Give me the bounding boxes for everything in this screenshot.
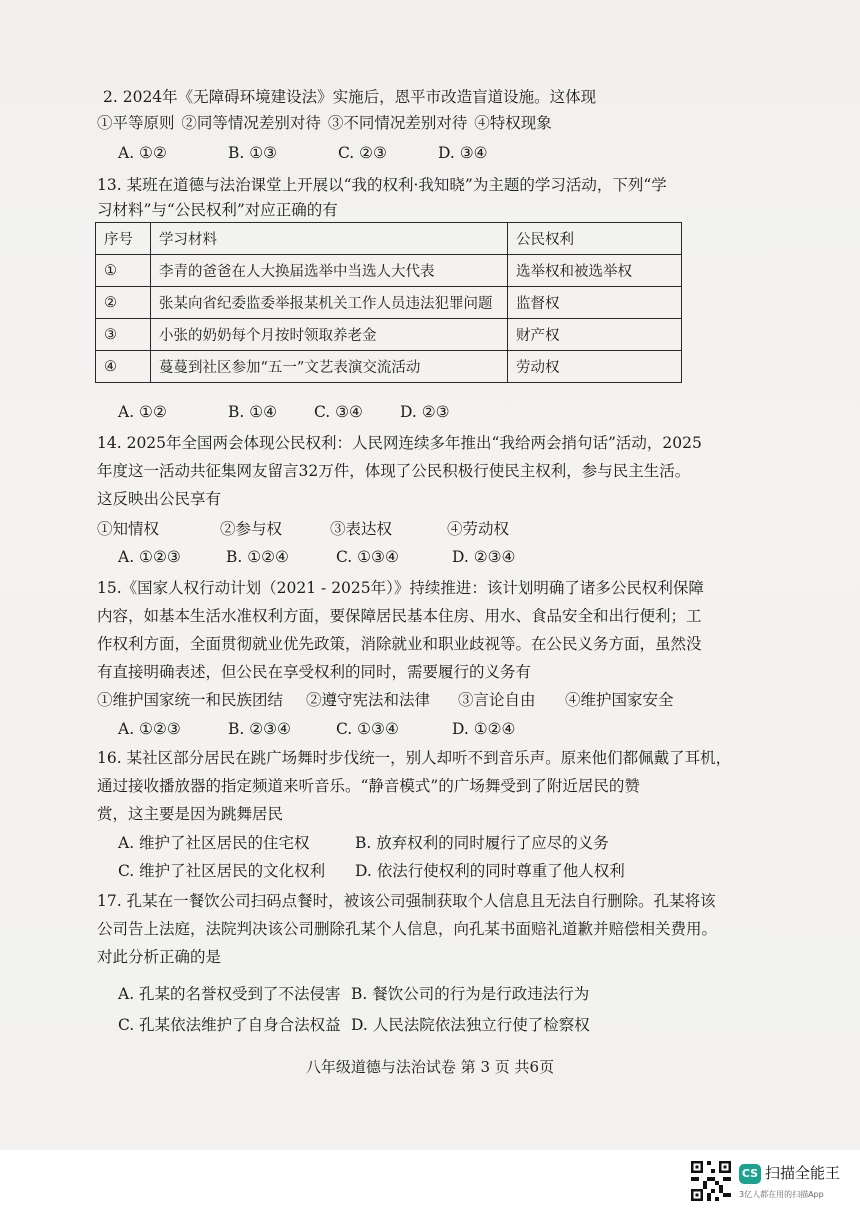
table-row xyxy=(96,319,682,351)
q12-option-d: D. ③④ xyxy=(438,144,488,162)
table-cell: 劳动权 xyxy=(508,351,682,383)
table-header-cell: 序号 xyxy=(96,223,151,255)
q14-item-4: ④劳动权 xyxy=(447,520,510,538)
table-cell: 蔓蔓到社区参加“五一”文艺表演交流活动 xyxy=(151,351,508,383)
camscanner-name: 扫描全能王 xyxy=(765,1164,841,1182)
q12-option-c: C. ②③ xyxy=(338,144,387,162)
q15-stem-2: 内容，如基本生活水准权利方面，要保障居民基本住房、用水、食品安全和出行便利；工 xyxy=(97,607,702,625)
q13-option-c: C. ③④ xyxy=(314,403,363,421)
table-cell: 小张的奶奶每个月按时领取养老金 xyxy=(151,319,508,351)
q15-option-b: B. ②③④ xyxy=(228,720,291,738)
q16-option-c: C. 维护了社区居民的文化权利 xyxy=(118,862,326,880)
q15-option-a: A. ①②③ xyxy=(118,720,181,738)
q15-stem-3: 作权利方面，全面贯彻就业优先政策，消除就业和职业歧视等。在公民义务方面，虽然没 xyxy=(97,635,702,653)
q12-option-b: B. ①③ xyxy=(228,144,278,162)
q16-option-d: D. 依法行使权利的同时尊重了他人权利 xyxy=(355,862,625,880)
q16-stem-3: 赏，这主要是因为跳舞居民 xyxy=(97,805,284,823)
q14-option-d: D. ②③④ xyxy=(452,548,516,566)
q17-stem-2: 公司告上法庭，法院判决该公司删除孔某个人信息，向孔某书面赔礼道歉并赔偿相关费用。 xyxy=(97,920,718,938)
table-row xyxy=(96,287,682,319)
q14-item-1: ①知情权 xyxy=(97,520,160,538)
q12-items: ①平等原则 ②同等情况差别对待 ③不同情况差别对待 ④特权现象 xyxy=(97,114,552,132)
q15-stem-1: 15.《国家人权行动计划（2021 - 2025年）》持续推进：该计划明确了诸多公民权利保障 xyxy=(97,579,704,597)
camscanner-logo-icon: CS xyxy=(739,1164,761,1184)
q13-option-a: A. ①② xyxy=(118,403,167,421)
q17-stem-3: 对此分析正确的是 xyxy=(97,948,222,966)
q17-option-a: A. 孔某的名誉权受到了不法侵害 xyxy=(118,985,341,1003)
table-cell: ④ xyxy=(96,351,151,383)
table-header-cell: 公民权利 xyxy=(508,223,682,255)
q16-option-b: B. 放弃权利的同时履行了应尽的义务 xyxy=(355,834,609,852)
q14-stem-1: 14. 2025年全国两会体现公民权利：人民网连续多年推出“我给两会捎句话”活动，2025 xyxy=(97,434,702,452)
q13-stem-2: 习材料”与“公民权利”对应正确的有 xyxy=(97,201,338,219)
q15-item-2: ②遵守宪法和法律 xyxy=(306,691,431,709)
q12-stem: 2. 2024年《无障碍环境建设法》实施后，恩平市改造盲道设施。这体现 xyxy=(103,88,597,106)
q13-option-b: B. ①④ xyxy=(228,403,278,421)
table-header-row xyxy=(96,223,682,255)
q14-option-c: C. ①③④ xyxy=(336,548,399,566)
q12-option-a: A. ①② xyxy=(118,144,167,162)
q14-option-a: A. ①②③ xyxy=(118,548,181,566)
q15-option-c: C. ①③④ xyxy=(336,720,399,738)
table-header-cell: 学习材料 xyxy=(151,223,508,255)
q14-stem-3: 这反映出公民享有 xyxy=(97,490,222,508)
q16-stem-2: 通过接收播放器的指定频道来听音乐。“静音模式”的广场舞受到了附近居民的赞 xyxy=(97,777,640,795)
table-cell: 李青的爸爸在人大换届选举中当选人大代表 xyxy=(151,255,508,287)
q16-option-a: A. 维护了社区居民的住宅权 xyxy=(118,834,310,852)
table-cell: 张某向省纪委监委举报某机关工作人员违法犯罪问题 xyxy=(151,287,508,319)
q17-option-c: C. 孔某依法维护了自身合法权益 xyxy=(118,1016,341,1034)
q15-stem-4: 有直接明确表述，但公民在享受权利的同时，需要履行的义务有 xyxy=(97,663,532,681)
q13-table xyxy=(95,222,682,383)
q14-stem-2: 年度这一活动共征集网友留言32万件，体现了公民积极行使民主权利，参与民主生活。 xyxy=(97,462,691,480)
q15-item-3: ③言论自由 xyxy=(458,691,536,709)
table-row xyxy=(96,351,682,383)
page-footer: 八年级道德与法治试卷 第 3 页 共6页 xyxy=(305,1058,555,1076)
q15-item-1: ①维护国家统一和民族团结 xyxy=(97,691,284,709)
table-cell: ② xyxy=(96,287,151,319)
qr-code-icon xyxy=(691,1161,731,1201)
q14-option-b: B. ①②④ xyxy=(226,548,289,566)
q17-option-b: B. 餐饮公司的行为是行政违法行为 xyxy=(351,985,590,1003)
table-cell: 财产权 xyxy=(508,319,682,351)
q13-stem-1: 13. 某班在道德与法治课堂上开展以“我的权利·我知晓”为主题的学习活动，下列“学 xyxy=(97,176,667,194)
q17-option-d: D. 人民法院依法独立行使了检察权 xyxy=(351,1016,590,1034)
camscanner-tagline: 3亿人都在用的扫描App xyxy=(739,1190,824,1199)
q15-option-d: D. ①②④ xyxy=(452,720,516,738)
q14-item-2: ②参与权 xyxy=(220,520,283,538)
q14-item-3: ③表达权 xyxy=(330,520,393,538)
q17-stem-1: 17. 孔某在一餐饮公司扫码点餐时，被该公司强制获取个人信息且无法自行删除。孔某将该 xyxy=(97,892,716,910)
table-cell: 监督权 xyxy=(508,287,682,319)
q13-option-d: D. ②③ xyxy=(400,403,450,421)
q16-stem-1: 16. 某社区部分居民在跳广场舞时步伐统一，别人却听不到音乐声。原来他们都佩戴了耳机， xyxy=(97,749,732,767)
table-row xyxy=(96,255,682,287)
q15-item-4: ④维护国家安全 xyxy=(565,691,674,709)
table-cell: ③ xyxy=(96,319,151,351)
table-cell: ① xyxy=(96,255,151,287)
table-cell: 选举权和被选举权 xyxy=(508,255,682,287)
